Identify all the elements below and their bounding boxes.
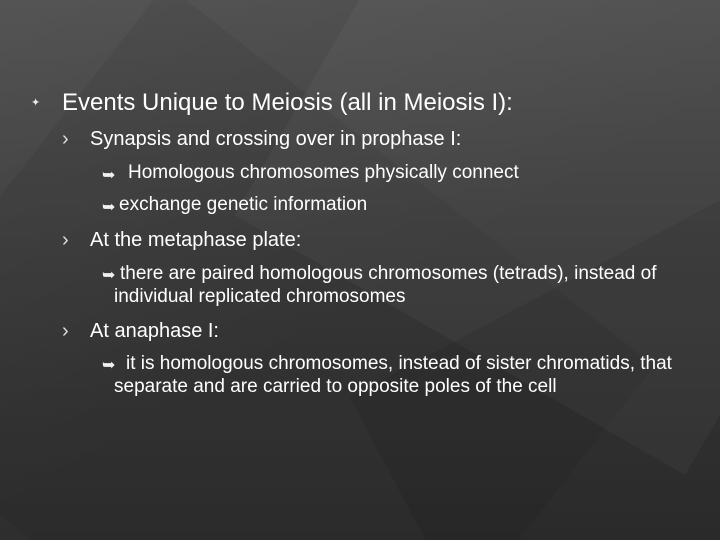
level3-bullet-icon: ➥ <box>102 167 116 184</box>
level3-bullet-icon: ➥ <box>102 199 116 216</box>
point-exchange-genetic: exchange genetic information <box>119 194 368 215</box>
level3-bullet-icon: ➥ <box>102 357 116 374</box>
slide-title: Events Unique to Meiosis (all in Meiosis I): <box>62 89 513 116</box>
chevron-right-icon: › <box>62 229 69 251</box>
point-homologous-connect: Homologous chromosomes physically connect <box>128 162 519 183</box>
chevron-right-icon: › <box>62 320 69 342</box>
level3-bullet-icon: ➥ <box>102 267 116 284</box>
level1-bullet-icon: ✦ <box>31 97 41 109</box>
point-tetrads: there are paired homologous chromosomes (tetrads), instead of individual replicated chromosomes <box>114 263 657 307</box>
section-heading-prophase: Synapsis and crossing over in prophase I: <box>90 128 462 150</box>
section-heading-anaphase: At anaphase I: <box>90 320 219 342</box>
background-facet <box>235 0 720 475</box>
section-heading-metaphase: At the metaphase plate: <box>90 229 302 251</box>
chevron-right-icon: › <box>62 128 69 150</box>
point-homologous-separate: it is homologous chromosomes, instead of sister chromatids, that separate and are carried to opposite poles of the cell <box>114 353 672 397</box>
